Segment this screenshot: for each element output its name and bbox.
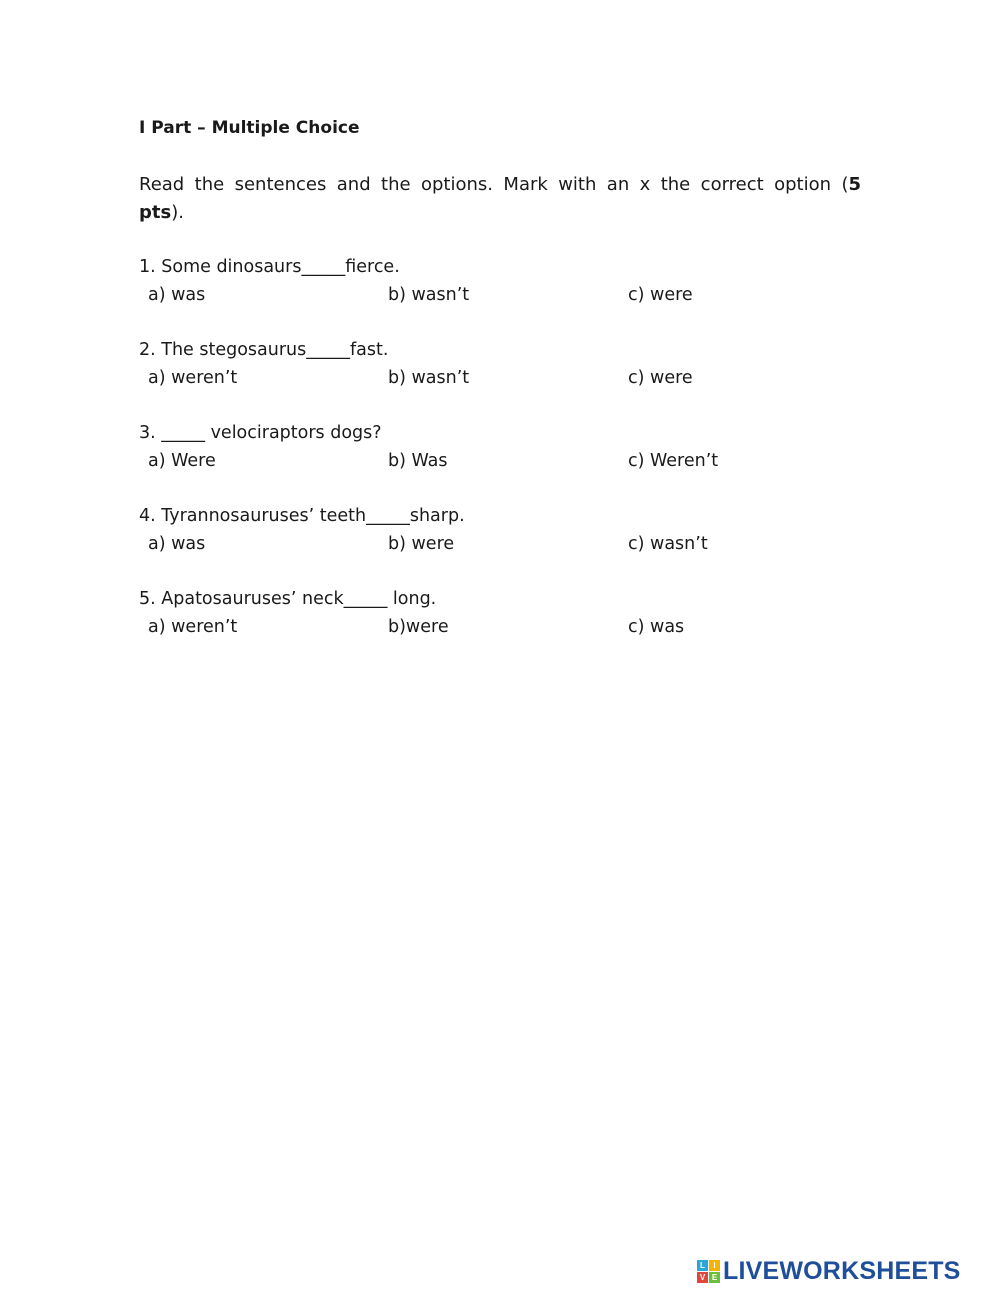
question-options [139, 364, 861, 392]
instructions-text: Read the sentences and the options. Mark with an x the correct option ( [139, 174, 849, 195]
option-a[interactable]: a) was [148, 285, 206, 305]
question-list [139, 253, 861, 668]
question-stem: 1. Some dinosaurs_____fierce. [139, 257, 400, 277]
option-c[interactable]: c) Weren’t [628, 451, 719, 471]
option-b[interactable]: b) wasn’t [388, 368, 470, 388]
logo-block-i: I [709, 1260, 720, 1271]
liveworksheets-logo-text: LIVEWORKSHEETS [723, 1257, 961, 1285]
worksheet [139, 115, 861, 668]
question-stem: 4. Tyrannosauruses’ teeth_____sharp. [139, 506, 465, 526]
option-a[interactable]: a) weren’t [148, 368, 238, 388]
option-a[interactable]: a) was [148, 534, 206, 554]
question-5 [139, 585, 861, 668]
option-c[interactable]: c) were [628, 368, 693, 388]
instructions-closing: ). [171, 202, 184, 223]
liveworksheets-logo[interactable] [697, 1256, 961, 1286]
option-b[interactable]: b) were [388, 534, 455, 554]
part-title: I Part – Multiple Choice [139, 118, 360, 138]
option-b[interactable]: b)were [388, 617, 449, 637]
question-3 [139, 419, 861, 502]
logo-block-l: L [697, 1260, 708, 1271]
liveworksheets-logo-icon [697, 1260, 720, 1283]
question-1 [139, 253, 861, 336]
option-b[interactable]: b) Was [388, 451, 448, 471]
question-options [139, 281, 861, 309]
option-a[interactable]: a) weren’t [148, 617, 238, 637]
option-c[interactable]: c) was [628, 617, 685, 637]
logo-block-e: E [709, 1272, 720, 1283]
logo-block-v: V [697, 1272, 708, 1283]
question-stem: 2. The stegosaurus_____fast. [139, 340, 389, 360]
question-options [139, 447, 861, 475]
question-stem: 5. Apatosauruses’ neck_____ long. [139, 589, 437, 609]
option-b[interactable]: b) wasn’t [388, 285, 470, 305]
option-c[interactable]: c) wasn’t [628, 534, 708, 554]
question-options [139, 613, 861, 641]
question-options [139, 530, 861, 558]
instructions-points: 5 pts [139, 174, 861, 223]
question-4 [139, 502, 861, 585]
instructions [139, 171, 861, 227]
option-a[interactable]: a) Were [148, 451, 216, 471]
question-2 [139, 336, 861, 419]
question-stem: 3. _____ velociraptors dogs? [139, 423, 382, 443]
option-c[interactable]: c) were [628, 285, 693, 305]
